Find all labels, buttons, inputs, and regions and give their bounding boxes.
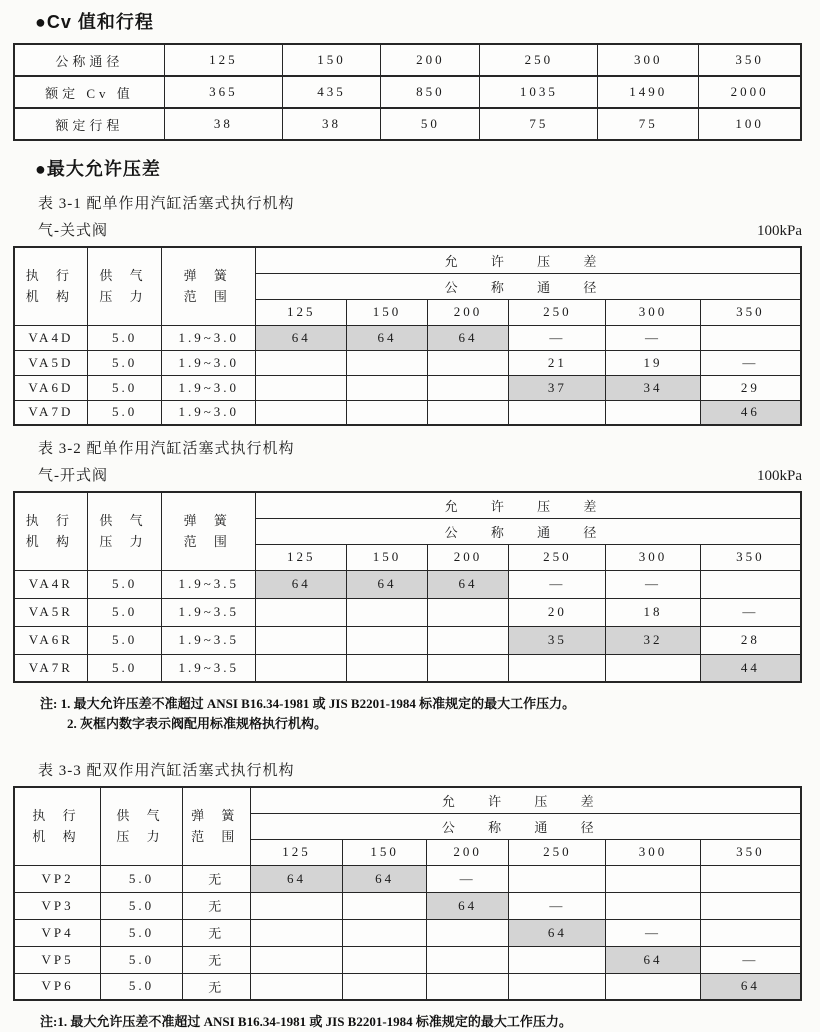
supply-pressure-cell: 5.0 [101,946,183,973]
spring-header-line2: 范 围 [183,534,234,550]
pressure-table-row [14,325,801,350]
size-header: 350 [700,299,801,325]
table-3-1-unit-label: 100kPa [757,223,802,239]
size-header: 350 [700,544,801,570]
spring-range-cell: 1.9~3.0 [162,350,256,375]
dp-value-cell [256,598,347,626]
dp-value-cell [509,946,606,973]
dp-value-cell: — [509,892,606,919]
allowable-dp-header: 允 许 压 差 [256,247,801,273]
spring-range-cell: 1.9~3.5 [162,570,256,598]
supply-header-line1: 供 气 [116,808,167,824]
section-title-max-dp: ●最大允许压差 [35,159,161,179]
dp-value-cell: — [509,325,606,350]
cv-row-label: 公称通径 [14,44,164,76]
dp-value-cell [256,654,347,682]
dp-value-cell [509,865,606,892]
dp-value-cell: 18 [606,598,700,626]
spring-range-cell: 1.9~3.0 [162,375,256,400]
dp-value-cell: 64 [427,570,509,598]
dp-value-cell: 64 [426,892,509,919]
cv-cell: 250 [480,44,598,76]
supply-header [87,492,162,570]
dp-value-cell [606,973,700,1000]
cv-cell: 1035 [480,76,598,108]
spring-range-cell: 无 [182,946,250,973]
dp-value-cell [427,626,509,654]
cv-cell: 75 [480,108,598,140]
actuator-model-cell: VA6R [14,626,87,654]
dp-value-cell: 64 [343,865,426,892]
dp-value-cell: — [700,598,801,626]
dp-value-cell: — [426,865,509,892]
pressure-table-row [14,892,801,919]
dp-value-cell [347,626,427,654]
dp-value-cell [700,919,801,946]
dp-value-cell [700,325,801,350]
size-header: 300 [606,839,700,865]
spring-header-line2: 范 围 [183,289,234,305]
dp-value-cell: 64 [347,570,427,598]
pressure-table-row [14,946,801,973]
spring-range-cell: 1.9~3.5 [162,626,256,654]
dp-value-cell [509,400,606,425]
cv-cell: 75 [598,108,699,140]
dp-value-cell [343,946,426,973]
dp-value-cell: 37 [509,375,606,400]
actuator-header-line1: 执 行 [25,268,76,284]
table-3-3-caption: 表 3-3 配双作用汽缸活塞式执行机构 [38,763,295,779]
size-header: 150 [347,544,427,570]
size-header: 250 [509,299,606,325]
dp-value-cell [256,626,347,654]
spring-range-cell: 1.9~3.0 [162,325,256,350]
spring-header [182,787,250,865]
spring-range-cell: 1.9~3.5 [162,598,256,626]
dp-value-cell [250,946,343,973]
supply-header-line2: 压 力 [99,534,150,550]
spring-range-cell: 1.9~3.5 [162,654,256,682]
actuator-header [14,247,87,325]
supply-header [87,247,162,325]
cv-table-row [14,108,801,140]
pressure-table-row [14,654,801,682]
dp-value-cell [426,946,509,973]
dp-value-cell [343,973,426,1000]
dp-value-cell [256,350,347,375]
dp-value-cell [343,892,426,919]
dp-value-cell [700,892,801,919]
actuator-header-line1: 执 行 [25,513,76,529]
dp-value-cell: 64 [250,865,343,892]
dp-value-cell: 64 [427,325,509,350]
table-3-2-caption: 表 3-2 配单作用汽缸活塞式执行机构 [38,441,295,457]
table-3-2-block [13,437,802,734]
table-3-2-subrow [13,464,802,485]
size-header: 300 [606,299,700,325]
spring-header-line1: 弹 簧 [183,513,234,529]
cv-cell: 435 [282,76,380,108]
dp-value-cell: 29 [700,375,801,400]
spring-header-line1: 弹 簧 [183,268,234,284]
actuator-model-cell: VP2 [14,865,101,892]
dp-header-row-1 [14,492,801,518]
section-title-cv-stroke: ●Cv 值和行程 [35,12,154,32]
cv-cell: 50 [381,108,480,140]
pressure-table-row [14,973,801,1000]
dp-value-cell: 20 [509,598,606,626]
dp-value-cell [427,375,509,400]
spring-range-cell: 无 [182,892,250,919]
pressure-table-row [14,598,801,626]
dp-value-cell: 28 [700,626,801,654]
size-header: 200 [426,839,509,865]
cv-cell: 1490 [598,76,699,108]
allowable-dp-header: 允 许 压 差 [250,787,801,813]
cv-cell: 100 [699,108,801,140]
dp-value-cell [347,375,427,400]
spring-range-cell: 1.9~3.0 [162,400,256,425]
actuator-header-line2: 机 构 [25,289,76,305]
pressure-table-row [14,350,801,375]
table-3-1-subrow [13,219,802,240]
supply-pressure-cell: 5.0 [87,598,162,626]
dp-value-cell: 64 [347,325,427,350]
actuator-header [14,492,87,570]
supply-header-line2: 压 力 [99,289,150,305]
dp-value-cell: — [700,946,801,973]
supply-pressure-cell: 5.0 [87,654,162,682]
size-header: 150 [343,839,426,865]
actuator-model-cell: VP4 [14,919,101,946]
nominal-diameter-header: 公 称 通 径 [256,273,801,299]
supply-pressure-cell: 5.0 [101,973,183,1000]
cv-stroke-table-wrap [13,43,802,141]
dp-value-cell [426,919,509,946]
size-header: 250 [509,839,606,865]
table-3-2-subcaption: 气-开式阀 [38,468,108,484]
dp-value-cell [347,350,427,375]
dp-value-cell: — [606,570,700,598]
supply-header-line2: 压 力 [116,829,167,845]
size-header: 125 [256,544,347,570]
note-line: 注:1. 最大允许压差不准超过 ANSI B16.34-1981 或 JIS B2201-1984 标准规定的最大工作压力。 [40,1014,572,1029]
spring-header-line1: 弹 簧 [191,808,242,824]
supply-header-line1: 供 气 [99,268,150,284]
size-header: 200 [427,299,509,325]
dp-value-cell: 44 [700,654,801,682]
pressure-table [13,246,802,426]
allowable-dp-header: 允 许 压 差 [256,492,801,518]
size-header: 300 [606,544,700,570]
note-line: 2. 灰框内数字表示阀配用标准规格执行机构。 [67,716,328,731]
pressure-table-row [14,919,801,946]
dp-value-cell: 64 [256,325,347,350]
size-header: 125 [256,299,347,325]
dp-value-cell [427,654,509,682]
actuator-header-line2: 机 构 [25,534,76,550]
cv-cell: 850 [381,76,480,108]
dp-value-cell: 35 [509,626,606,654]
cv-cell: 2000 [699,76,801,108]
dp-value-cell [250,892,343,919]
dp-header-row-1 [14,247,801,273]
dp-value-cell [426,973,509,1000]
size-header: 350 [700,839,801,865]
dp-value-cell [509,654,606,682]
supply-header-line1: 供 气 [99,513,150,529]
actuator-header-line2: 机 构 [32,829,83,845]
cv-cell: 125 [164,44,282,76]
supply-pressure-cell: 5.0 [101,919,183,946]
spring-header [162,247,256,325]
dp-value-cell [606,654,700,682]
cv-row-label: 额定行程 [14,108,164,140]
dp-value-cell [427,598,509,626]
dp-value-cell [347,654,427,682]
dp-value-cell: 64 [509,919,606,946]
supply-pressure-cell: 5.0 [87,400,162,425]
size-header: 200 [427,544,509,570]
dp-value-cell [427,350,509,375]
dp-value-cell: 34 [606,375,700,400]
spring-range-cell: 无 [182,973,250,1000]
dp-value-cell: 19 [606,350,700,375]
cv-cell: 150 [282,44,380,76]
dp-value-cell [347,400,427,425]
cv-table-row [14,44,801,76]
dp-value-cell [606,400,700,425]
dp-value-cell: — [606,919,700,946]
supply-pressure-cell: 5.0 [87,325,162,350]
nominal-diameter-header: 公 称 通 径 [256,518,801,544]
dp-value-cell [427,400,509,425]
dp-value-cell: 46 [700,400,801,425]
actuator-header [14,787,101,865]
spring-header-line2: 范 围 [191,829,242,845]
actuator-model-cell: VA4D [14,325,87,350]
dp-value-cell [700,865,801,892]
dp-value-cell [347,598,427,626]
actuator-model-cell: VA5R [14,598,87,626]
pressure-table-row [14,865,801,892]
table-3-1-caption: 表 3-1 配单作用汽缸活塞式执行机构 [38,196,295,212]
supply-pressure-cell: 5.0 [87,350,162,375]
dp-value-cell [509,973,606,1000]
table-3-1-subcaption: 气-关式阀 [38,223,108,239]
dp-value-cell: — [606,325,700,350]
cv-cell: 200 [381,44,480,76]
size-header: 150 [347,299,427,325]
table-3-3-notes [40,1012,802,1032]
table-3-2-unit-label: 100kPa [757,468,802,484]
cv-row-label: 额定 Cv 值 [14,76,164,108]
actuator-model-cell: VP5 [14,946,101,973]
table-3-2-wrap [13,491,802,683]
cv-cell: 365 [164,76,282,108]
dp-value-cell: 21 [509,350,606,375]
cv-cell: 38 [282,108,380,140]
dp-value-cell [343,919,426,946]
spring-range-cell: 无 [182,865,250,892]
dp-value-cell [606,865,700,892]
dp-value-cell: 64 [256,570,347,598]
size-header: 125 [250,839,343,865]
supply-pressure-cell: 5.0 [87,626,162,654]
supply-pressure-cell: 5.0 [101,892,183,919]
dp-value-cell [250,919,343,946]
actuator-model-cell: VA6D [14,375,87,400]
supply-pressure-cell: 5.0 [87,375,162,400]
cv-cell: 300 [598,44,699,76]
dp-value-cell: 32 [606,626,700,654]
dp-value-cell: — [509,570,606,598]
spring-header [162,492,256,570]
dp-value-cell [256,400,347,425]
supply-pressure-cell: 5.0 [101,865,183,892]
dp-value-cell [606,892,700,919]
spring-range-cell: 无 [182,919,250,946]
dp-value-cell [250,973,343,1000]
pressure-table-row [14,570,801,598]
table-3-1-block [13,192,802,426]
actuator-model-cell: VA4R [14,570,87,598]
supply-pressure-cell: 5.0 [87,570,162,598]
table-3-3-wrap [13,786,802,1001]
dp-value-cell: 64 [606,946,700,973]
dp-value-cell [700,570,801,598]
pressure-table-row [14,375,801,400]
pressure-table [13,491,802,683]
table-3-3-block [13,759,802,1032]
cv-cell: 38 [164,108,282,140]
supply-header [101,787,183,865]
pressure-table [13,786,802,1001]
dp-value-cell [256,375,347,400]
cv-table-row [14,76,801,108]
pressure-table-row [14,626,801,654]
actuator-header-line1: 执 行 [32,808,83,824]
dp-value-cell: 64 [700,973,801,1000]
dp-header-row-1 [14,787,801,813]
pressure-table-row [14,400,801,425]
nominal-diameter-header: 公 称 通 径 [250,813,801,839]
size-header: 250 [509,544,606,570]
cv-stroke-table [13,43,802,141]
actuator-model-cell: VP3 [14,892,101,919]
actuator-model-cell: VA7R [14,654,87,682]
actuator-model-cell: VA7D [14,400,87,425]
table-3-2-notes [40,694,802,734]
actuator-model-cell: VP6 [14,973,101,1000]
dp-value-cell: — [700,350,801,375]
table-3-1-wrap [13,246,802,426]
note-line: 注: 1. 最大允许压差不准超过 ANSI B16.34-1981 或 JIS B2201-1984 标准规定的最大工作压力。 [40,696,576,711]
cv-cell: 350 [699,44,801,76]
actuator-model-cell: VA5D [14,350,87,375]
